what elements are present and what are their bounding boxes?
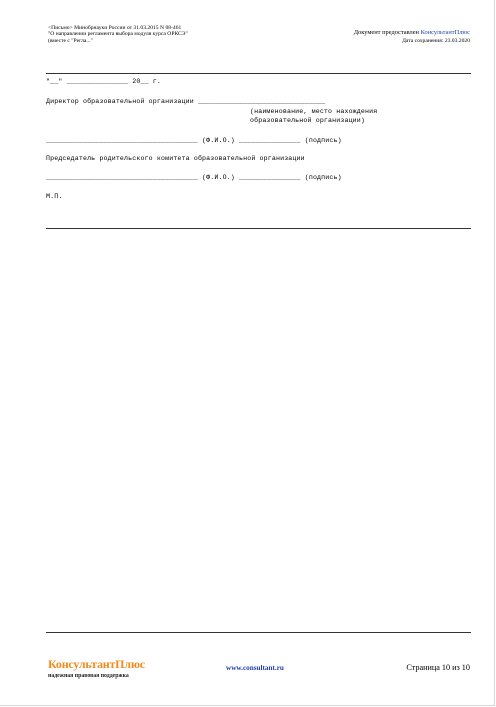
director-signature-line: _____________________________________ (Ф.И.О.) _______________ (подпись) bbox=[46, 137, 342, 144]
date-line: "__" _______________ 20__ г. bbox=[46, 78, 161, 85]
provider-info bbox=[354, 29, 470, 45]
header-divider bbox=[46, 73, 471, 74]
content-divider bbox=[46, 228, 471, 229]
stamp-label: М.П. bbox=[46, 193, 63, 200]
consultant-logo[interactable] bbox=[48, 657, 145, 679]
logo-tagline: надежная правовая поддержка bbox=[48, 673, 129, 679]
brand-link[interactable]: КонсультантПлюс bbox=[420, 29, 470, 36]
footer-divider bbox=[46, 632, 471, 633]
document-title-line: "О направлении регламента выбора модуля курса ОРКСЭ" bbox=[48, 31, 188, 38]
site-link[interactable]: www.consultant.ru bbox=[226, 664, 284, 672]
director-note-2: образовательной организации) bbox=[250, 117, 365, 124]
saved-date: Дата сохранения: 23.03.2020 bbox=[402, 38, 470, 44]
director-line: Директор образовательной организации _______________________________ bbox=[46, 98, 326, 105]
chair-line: Председатель родительского комитета образовательной организации bbox=[46, 155, 305, 162]
logo-wordmark: КонсультантПлюс bbox=[48, 657, 145, 671]
document-title bbox=[48, 25, 258, 44]
provided-by-label: Документ предоставлен bbox=[353, 29, 421, 36]
chair-signature-line: _____________________________________ (Ф.И.О.) _______________ (подпись) bbox=[46, 174, 342, 181]
page-number: Страница 10 из 10 bbox=[406, 663, 470, 672]
director-note-1: (наименование, место нахождения bbox=[250, 108, 378, 115]
document-title-line: (вместе с "Регла..." bbox=[48, 37, 93, 44]
document-title-line: <Письмо> Минобрнауки России от 31.03.2015 N 08-461 bbox=[48, 25, 182, 31]
